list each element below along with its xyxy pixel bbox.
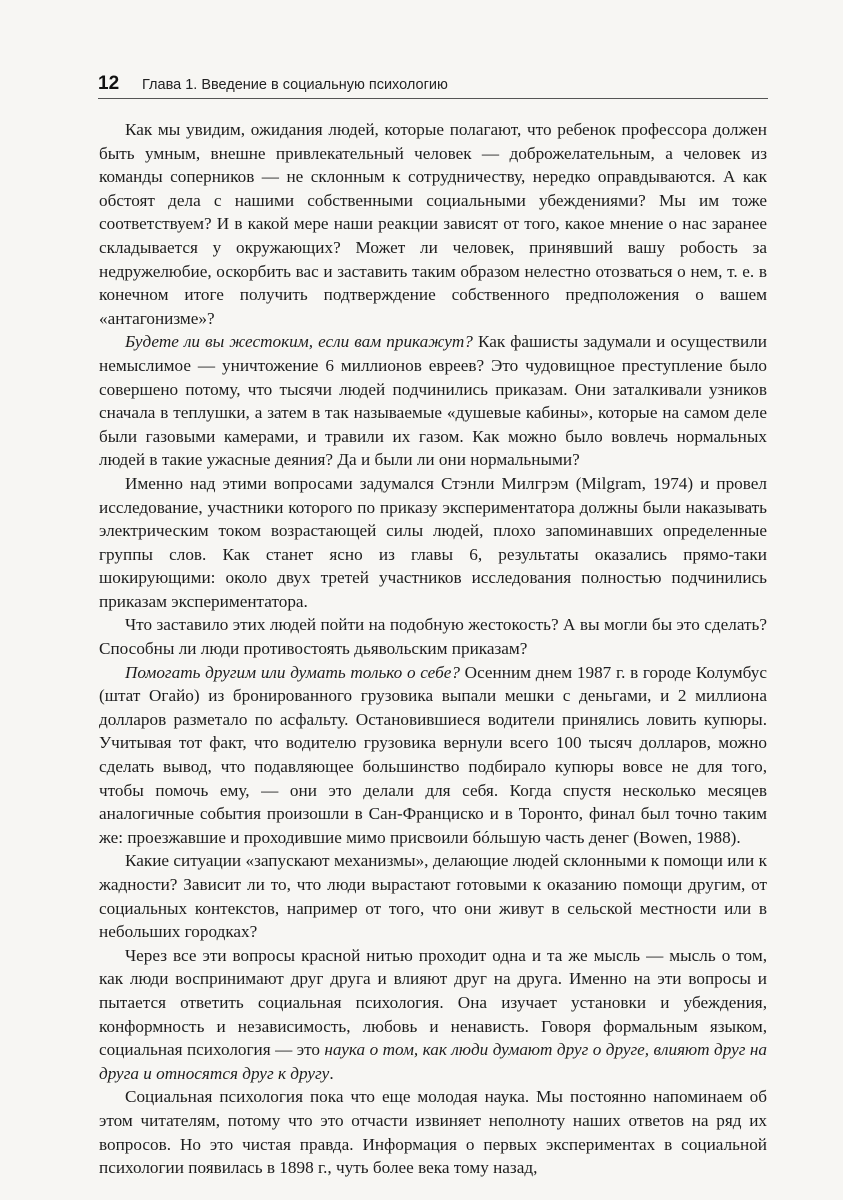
paragraph-lead-question: Помогать другим или думать только о себе? bbox=[125, 662, 460, 682]
running-header bbox=[98, 72, 768, 99]
paragraph bbox=[99, 472, 767, 614]
paragraph bbox=[99, 330, 767, 472]
chapter-title: Глава 1. Введение в социальную психологию bbox=[142, 77, 448, 93]
paragraph-text: Что заставило этих людей пойти на подобную жестокость? А вы могли бы это сделать? Способны ли люди противостоять дьявольским приказам? bbox=[99, 615, 767, 659]
paragraph bbox=[99, 661, 767, 850]
paragraph-text: Именно над этими вопросами задумался Стэнли Милгрэм (Milgram, 1974) и провел исследование, участники которого по приказу экспериментатора должны были наказывать электрическим током возрастающей силы людей, плохо запоминавших определенные группы слов. Как станет ясно из главы 6, результаты оказались прямо-таки шокирующими: около двух третей участников исследования полностью подчинились приказам экспериментатора. bbox=[99, 473, 767, 611]
paragraph bbox=[99, 944, 767, 1086]
definition-italic: наука о том, как люди думают друг о друге, влияют друг на друга и относятся друг к другу bbox=[99, 1040, 767, 1083]
paragraph-lead-question: Будете ли вы жестоким, если вам прикажут? bbox=[125, 332, 473, 352]
paragraph bbox=[99, 1085, 767, 1179]
paragraph-text: Как мы увидим, ожидания людей, которые полагают, что ребенок профессора должен быть умным, внешне привлекательный человек — доброжелательным, а человек из команды соперников — не склонным к сотрудничеству, нередко оправдываются. А как обстоят дела с нашими собственными социальными убеждениями? Мы им тоже соответствуем? И в какой мере наши реакции зависят от того, какое мнение о нас заранее складывается у окружающих? Может ли человек, принявший вашу робость за недружелюбие, оскорбить вас и заставить таким образом нелестно отозваться о нем, т. е. в конечном итоге получить подтверждение собственного предположения о вашем «антагонизме»? bbox=[99, 120, 767, 328]
paragraph bbox=[99, 613, 767, 660]
paragraph-text: Какие ситуации «запускают механизмы», делающие людей склонными к помощи или к жадности? Зависит ли то, что люди вырастают готовыми к оказанию помощи другим, от социальных контекстов, например от того, что они живут в сельской местности или в небольших городках? bbox=[99, 851, 767, 942]
paragraph-text: Осенним днем 1987 г. в городе Колумбус (штат Огайо) из бронированного грузовика выпали мешки с деньгами, и 2 миллиона долларов разметало по асфальту. Остановившиеся водители принялись ловить купюры. Учитывая тот факт, что водителю грузовика вернули всего 100 тысяч долларов, можно сделать вывод, что подавляющее большинство подбирало купюры вовсе не для того, чтобы помочь ему, — они это делали для себя. Когда спустя несколько месяцев аналогичные события произошли в Сан-Франциско и в Торонто, финал был точно таким же: проезжавшие и проходившие мимо присвоили бóльшую часть денег (Bowen, 1988). bbox=[99, 662, 767, 847]
paragraph-end: . bbox=[329, 1063, 334, 1083]
paragraph-text: Социальная психология пока что еще молодая наука. Мы постоянно напоминаем об этом читателям, потому что это отчасти извиняет неполноту наших ответов на ряд их вопросов. Но это чистая правда. Информация о первых экспериментах в социальной психологии появилась в 1898 г., чуть более века тому назад, bbox=[99, 1087, 767, 1178]
paragraph bbox=[99, 118, 767, 330]
page-number: 12 bbox=[98, 73, 120, 94]
paragraph-text: Через все эти вопросы красной нитью проходит одна и та же мысль — мысль о том, как люди воспринимают друг друга и влияют друг на друга. Именно на эти вопросы и пытается ответить социальная психология. Она изучает установки и убеждения, конформность и независимость, любовь и ненависть. Говоря формальным языком, социальная психология — это bbox=[99, 945, 767, 1060]
paragraph bbox=[99, 849, 767, 943]
paragraph-text: Как фашисты задумали и осуществили немыслимое — уничтожение 6 миллионов евреев? Это чудовищное преступление было совершено потому, что тысячи людей подчинились приказам. Они заталкивали узников сначала в теплушки, а затем в так называемые «душевые кабины», которые на самом деле были газовыми камерами, и травили их газом. Как можно было вовлечь нормальных людей в такие ужасные деяния? Да и были ли они нормальными? bbox=[99, 332, 767, 470]
body-text bbox=[99, 118, 767, 1180]
